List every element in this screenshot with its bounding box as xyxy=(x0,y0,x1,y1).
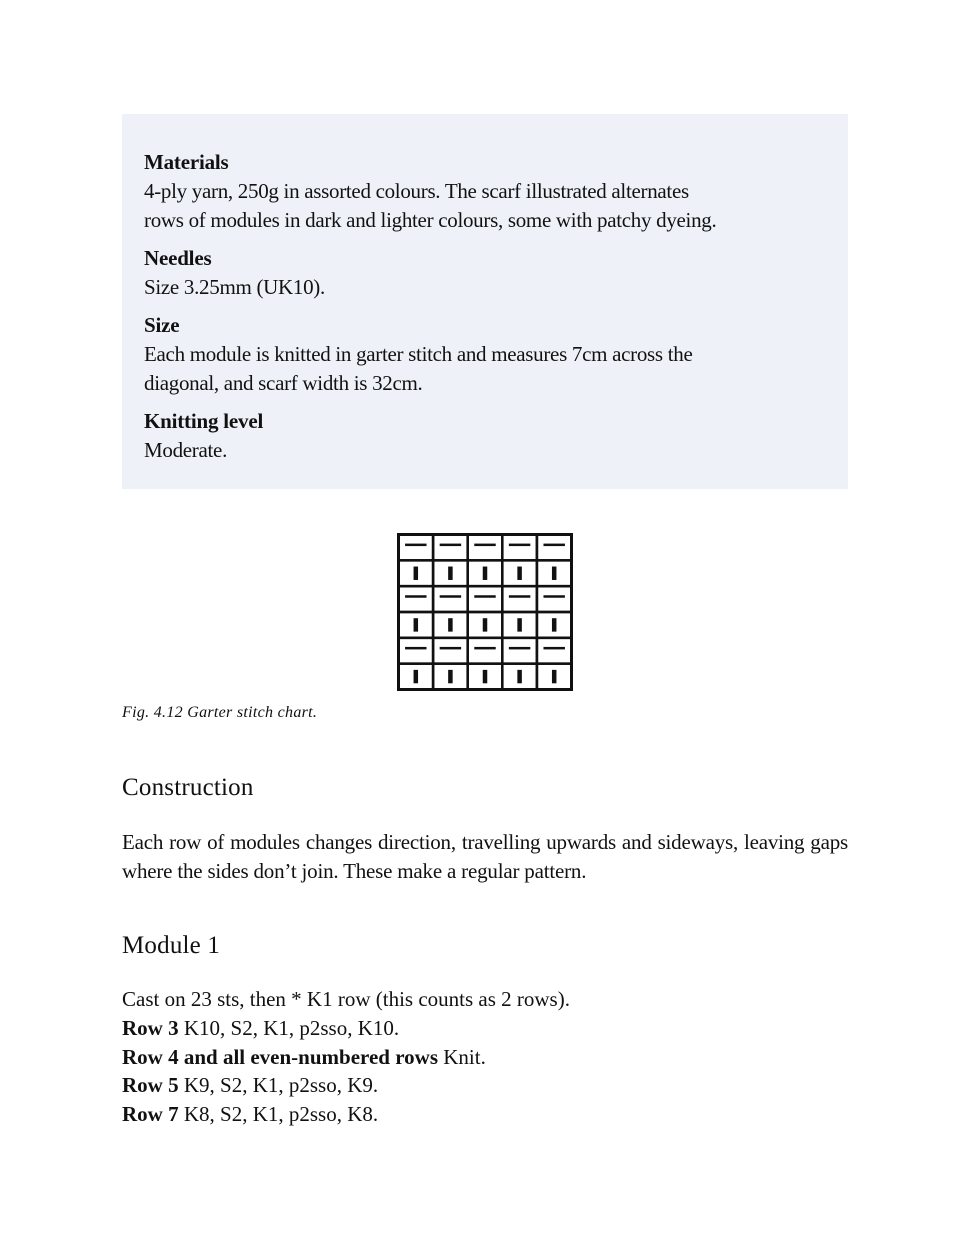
knit-symbol xyxy=(552,670,557,683)
knit-symbol xyxy=(517,567,522,580)
knit-symbol xyxy=(448,567,453,580)
knitting-level-section xyxy=(144,407,826,465)
row-label: Row 5 xyxy=(122,1073,179,1098)
materials-line: rows of modules in dark and lighter colours, some with patchy dyeing. xyxy=(144,208,717,232)
stitch-chart-svg xyxy=(397,533,573,691)
purl-symbol xyxy=(440,544,461,547)
size-line: Each module is knitted in garter stitch and measures 7cm across the xyxy=(144,342,693,366)
row-text: Knit. xyxy=(438,1044,486,1069)
instruction-line xyxy=(122,985,570,1014)
instruction-line xyxy=(122,1071,570,1100)
knit-symbol xyxy=(448,618,453,631)
knit-symbol xyxy=(483,670,488,683)
purl-symbol xyxy=(543,595,564,598)
purl-symbol xyxy=(543,544,564,547)
purl-symbol xyxy=(509,647,530,650)
row-text: K10, S2, K1, p2sso, K10. xyxy=(178,1015,400,1040)
materials-line: 4-ply yarn, 250g in assorted colours. The scarf illustrated alternates xyxy=(144,179,689,203)
figure-caption: Fig. 4.12 Garter stitch chart. xyxy=(122,704,318,721)
needles-section xyxy=(144,244,826,302)
needles-line: Size 3.25mm (UK10). xyxy=(144,275,325,299)
materials-heading: Materials xyxy=(144,150,229,174)
instruction-line xyxy=(122,1014,570,1043)
purl-symbol xyxy=(543,647,564,650)
row-label: Row 3 xyxy=(122,1015,179,1040)
purl-symbol xyxy=(474,595,495,598)
instruction-line xyxy=(122,1100,570,1129)
knit-symbol xyxy=(517,670,522,683)
row-text: K8, S2, K1, p2sso, K8. xyxy=(178,1102,379,1127)
purl-symbol xyxy=(405,595,426,598)
knit-symbol xyxy=(552,567,557,580)
purl-symbol xyxy=(474,647,495,650)
construction-paragraph: Each row of modules changes direction, travelling upwards and sideways, leaving gaps where the sides don’t join. These make a regular pattern. xyxy=(122,830,848,883)
size-section xyxy=(144,311,826,398)
purl-symbol xyxy=(440,647,461,650)
size-line: diagonal, and scarf width is 32cm. xyxy=(144,371,423,395)
knit-symbol xyxy=(414,567,419,580)
row-text: K9, S2, K1, p2sso, K9. xyxy=(178,1073,379,1098)
knit-symbol xyxy=(414,670,419,683)
row-label: Row 7 xyxy=(122,1102,179,1127)
knit-symbol xyxy=(414,618,419,631)
knitting-level-heading: Knitting level xyxy=(144,409,264,433)
purl-symbol xyxy=(509,544,530,547)
knit-symbol xyxy=(483,618,488,631)
size-heading: Size xyxy=(144,313,180,337)
instruction-line xyxy=(122,1043,570,1072)
pattern-info-box xyxy=(122,114,848,489)
purl-symbol xyxy=(440,595,461,598)
needles-heading: Needles xyxy=(144,246,212,270)
knit-symbol xyxy=(483,567,488,580)
construction-heading: Construction xyxy=(122,774,254,801)
garter-stitch-chart xyxy=(397,533,573,691)
purl-symbol xyxy=(474,544,495,547)
knitting-level-line: Moderate. xyxy=(144,438,228,462)
module-1-heading: Module 1 xyxy=(122,932,221,959)
knit-symbol xyxy=(552,618,557,631)
knit-symbol xyxy=(517,618,522,631)
purl-symbol xyxy=(405,544,426,547)
module-1-instructions xyxy=(122,985,570,1129)
purl-symbol xyxy=(509,595,530,598)
materials-section xyxy=(144,148,826,235)
row-label: Row 4 and all even-numbered rows xyxy=(122,1044,438,1069)
purl-symbol xyxy=(405,647,426,650)
row-text: Cast on 23 sts, then * K1 row (this counts as 2 rows). xyxy=(122,987,570,1011)
knit-symbol xyxy=(448,670,453,683)
